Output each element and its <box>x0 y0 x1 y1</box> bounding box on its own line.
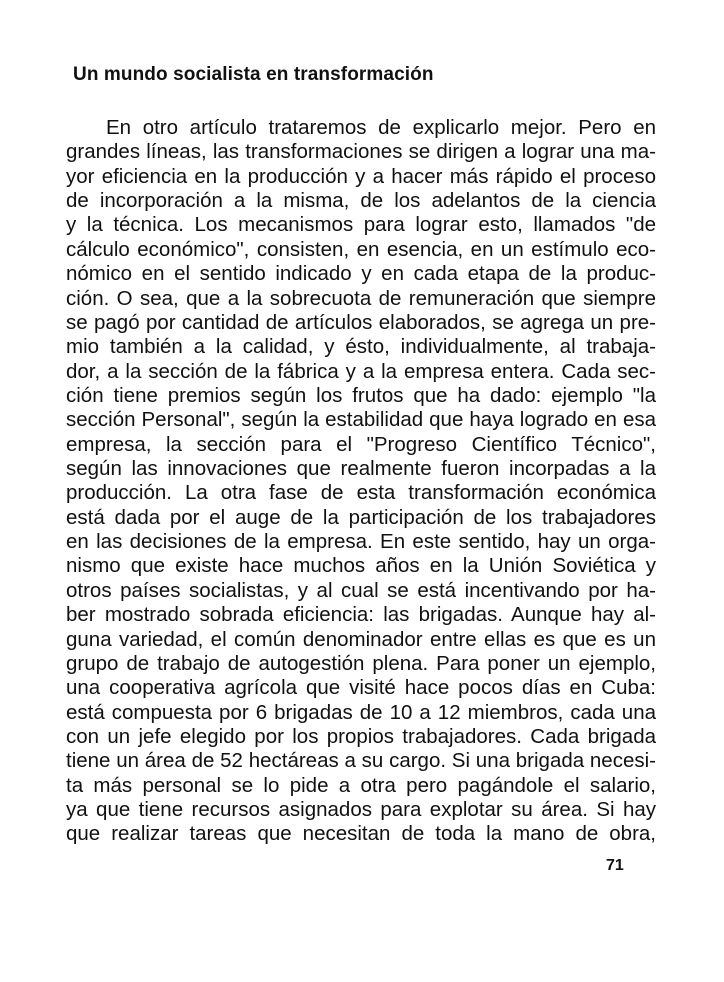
running-head: Un mundo socialista en transformación <box>73 64 434 85</box>
text-line: ción tiene premios según los frutos que ha dado: ejemplo "la <box>66 383 656 407</box>
text-line: ción. O sea, que a la sobrecuota de remuneración que siempre <box>66 286 656 310</box>
text-line: sección Personal", según la estabilidad que haya logrado en esa <box>66 408 656 432</box>
text-line: grandes líneas, las transformaciones se dirigen a lograr una ma- <box>66 140 656 164</box>
text-line: nómico en el sentido indicado y en cada etapa de la produc- <box>66 262 656 286</box>
text-line: yor eficiencia en la producción y a hacer más rápido el proceso <box>66 164 656 188</box>
text-line: ta más personal se lo pide a otra pero pagándole el salario, <box>66 773 656 797</box>
text-line: una cooperativa agrícola que visité hace pocos días en Cuba: <box>66 676 656 700</box>
text-line: dor, a la sección de la fábrica y a la empresa entera. Cada sec- <box>66 359 656 383</box>
text-line: mio también a la calidad, y ésto, individualmente, al trabaja- <box>66 335 656 359</box>
text-line: en las decisiones de la empresa. En este sentido, hay un orga- <box>66 530 656 554</box>
text-line: de incorporación a la misma, de los adelantos de la ciencia <box>66 189 656 213</box>
text-line: según las innovaciones que realmente fueron incorpadas a la <box>66 457 656 481</box>
text-line: guna variedad, el común denominador entre ellas es que es un <box>66 627 656 651</box>
page-number: 71 <box>606 857 624 874</box>
text-line: otros países socialistas, y al cual se está incentivando por ha- <box>66 578 656 602</box>
text-line: está compuesta por 6 brigadas de 10 a 12 miembros, cada una <box>66 700 656 724</box>
text-line: nismo que existe hace muchos años en la Unión Soviética y <box>66 554 656 578</box>
text-line: producción. La otra fase de esta transformación económica <box>66 481 656 505</box>
text-line: con un jefe elegido por los propios trabajadores. Cada brigada <box>66 724 656 748</box>
text-line: empresa, la sección para el "Progreso Científico Técnico", <box>66 432 656 456</box>
text-line: que realizar tareas que necesitan de toda la mano de obra, <box>66 822 656 846</box>
text-line: En otro artículo trataremos de explicarlo mejor. Pero en <box>106 116 656 139</box>
text-line: y la técnica. Los mecanismos para lograr esto, llamados "de <box>66 213 656 237</box>
text-line: ber mostrado sobrada eficiencia: las brigadas. Aunque hay al- <box>66 603 656 627</box>
text-line: tiene un área de 52 hectáreas a su cargo. Si una brigada necesi- <box>66 749 656 773</box>
text-line: está dada por el auge de la participación de los trabajadores <box>66 505 656 529</box>
text-line: ya que tiene recursos asignados para explotar su área. Si hay <box>66 798 656 822</box>
text-line: se pagó por cantidad de artículos elaborados, se agrega un pre- <box>66 310 656 334</box>
text-line: cálculo económico", consisten, en esencia, en un estímulo eco- <box>66 237 656 261</box>
text-line: grupo de trabajo de autogestión plena. Para poner un ejemplo, <box>66 651 656 675</box>
body-text <box>66 116 656 847</box>
